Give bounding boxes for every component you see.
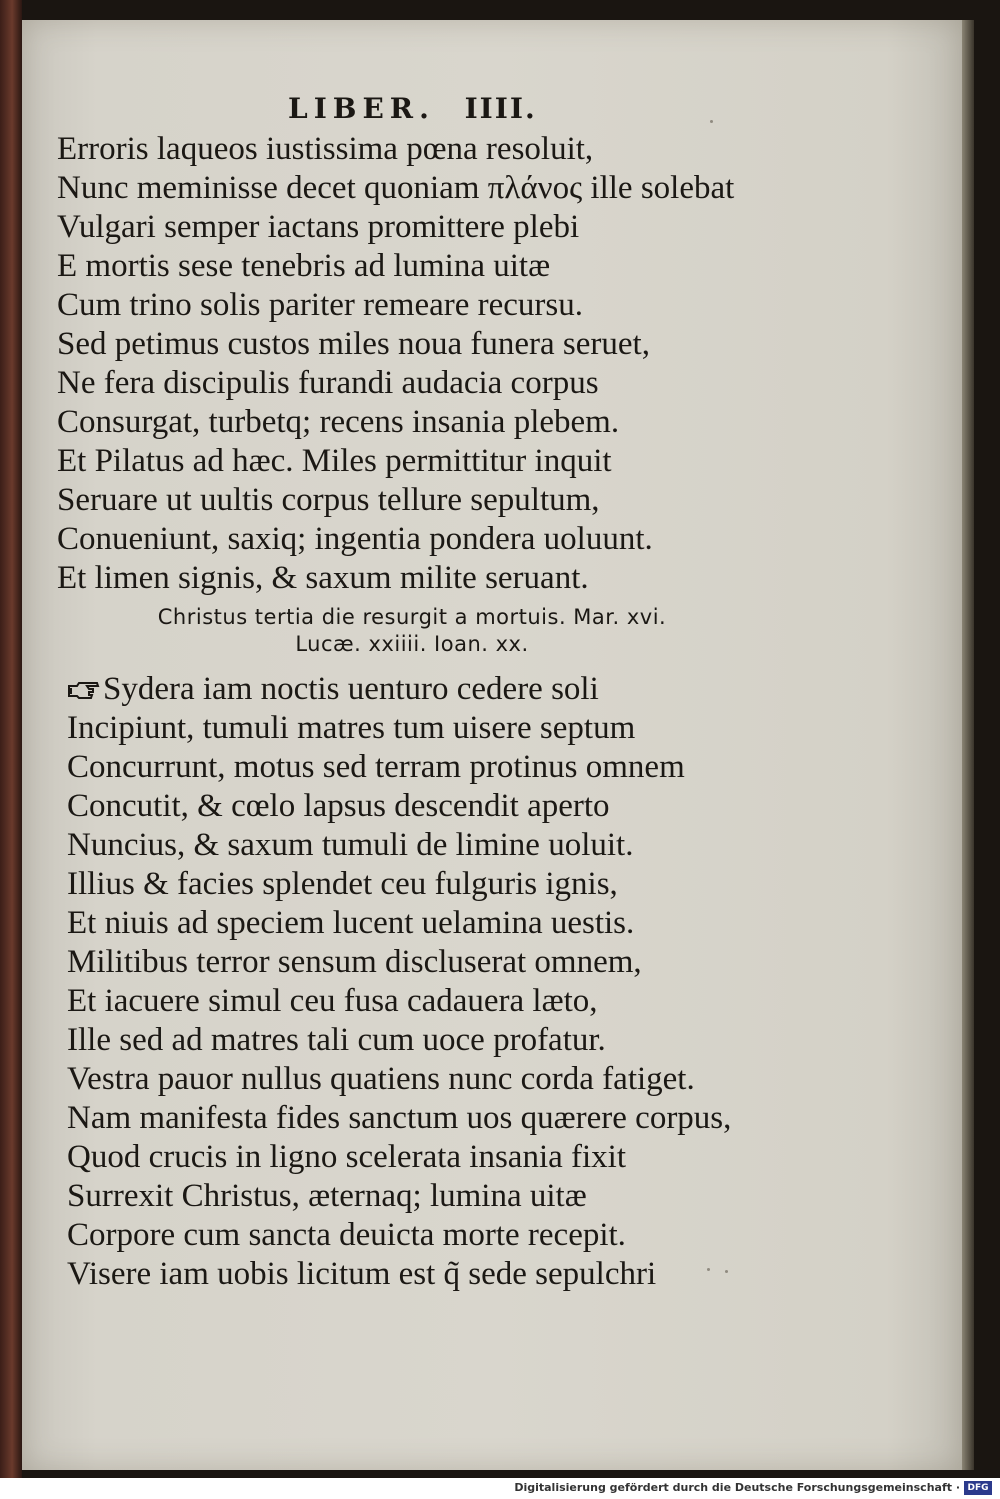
verse-line: Surrexit Christus, æternaq; lumina uitæ [67,1178,587,1214]
verse-line: Concutit, & cœlo lapsus descendit aperto [67,788,610,824]
verse-line-text: Sydera iam noctis uenturo cedere soli [103,671,599,707]
running-head-title: LIBER. [288,92,435,125]
funding-footer [0,1478,1000,1499]
verse-line: Militibus terror sensum discluserat omnem, [67,944,642,980]
paper-page [22,20,962,1470]
pointing-hand-icon [67,680,101,702]
ink-speck [710,120,713,123]
verse-line: Et Pilatus ad hæc. Miles permittitur inquit [57,443,612,479]
verse-line: Illius & facies splendet ceu fulguris ignis, [67,866,618,902]
section-heading [112,604,712,658]
ink-speck [725,1270,728,1273]
verse-line-first [67,670,967,709]
verse-line: Vestra pauor nullus quatiens nunc corda fatiget. [67,1061,695,1097]
verse-line: Et iacuere simul ceu fusa cadauera læto, [67,983,598,1019]
verse-line: Nunc meminisse decet quoniam πλάνος ille solebat [57,170,735,206]
verse-line: Concurrunt, motus sed terram protinus omnem [67,749,685,785]
verse-line: Nuncius, & saxum tumuli de limine uoluit. [67,827,634,863]
section-heading-line-2: Lucæ. xxiiii. Ioan. xx. [295,632,529,656]
folio-number: IIII. [464,92,537,125]
verse-line: Erroris laqueos iustissima pœna resoluit, [57,131,594,167]
dfg-logo: DFG [964,1481,992,1495]
ink-speck [707,1268,710,1271]
verse-line: Vulgari semper iactans promittere plebi [57,209,580,245]
book-binding-edge [0,0,22,1478]
verse-line: Et limen signis, & saxum milite seruant. [57,560,589,596]
verse-line: Et niuis ad speciem lucent uelamina uestis. [67,905,635,941]
verse-block-before-heading [57,130,957,598]
verse-block-after-heading [67,670,967,1294]
funding-credit: Digitalisierung gefördert durch die Deutsche Forschungsgemeinschaft · [514,1481,960,1494]
verse-line: Corpore cum sancta deuicta morte recepit. [67,1217,626,1253]
page-edge-shadow [962,20,974,1470]
verse-line: Visere iam uobis licitum est q̃ sede sepulchri [67,1256,657,1292]
verse-line: Nam manifesta fides sanctum uos quærere corpus, [67,1100,732,1136]
verse-line: Incipiunt, tumuli matres tum uisere septum [67,710,636,746]
verse-line: E mortis sese tenebris ad lumina uitæ [57,248,551,284]
verse-line: Ne fera discipulis furandi audacia corpus [57,365,599,401]
verse-line: Cum trino solis pariter remeare recursu. [57,287,583,323]
verse-line: Seruare ut uultis corpus tellure sepultum, [57,482,600,518]
verse-line: Quod crucis in ligno scelerata insania fixit [67,1139,627,1175]
verse-line: Consurgat, turbetq; recens insania plebem. [57,404,620,440]
running-head [288,92,537,125]
verse-line: Conueniunt, saxiq; ingentia pondera uoluunt. [57,521,653,557]
verse-line: Ille sed ad matres tali cum uoce profatur. [67,1022,606,1058]
section-heading-line-1: Christus tertia die resurgit a mortuis. Mar. xvi. [157,605,667,629]
verse-line: Sed petimus custos miles noua funera seruet, [57,326,650,362]
